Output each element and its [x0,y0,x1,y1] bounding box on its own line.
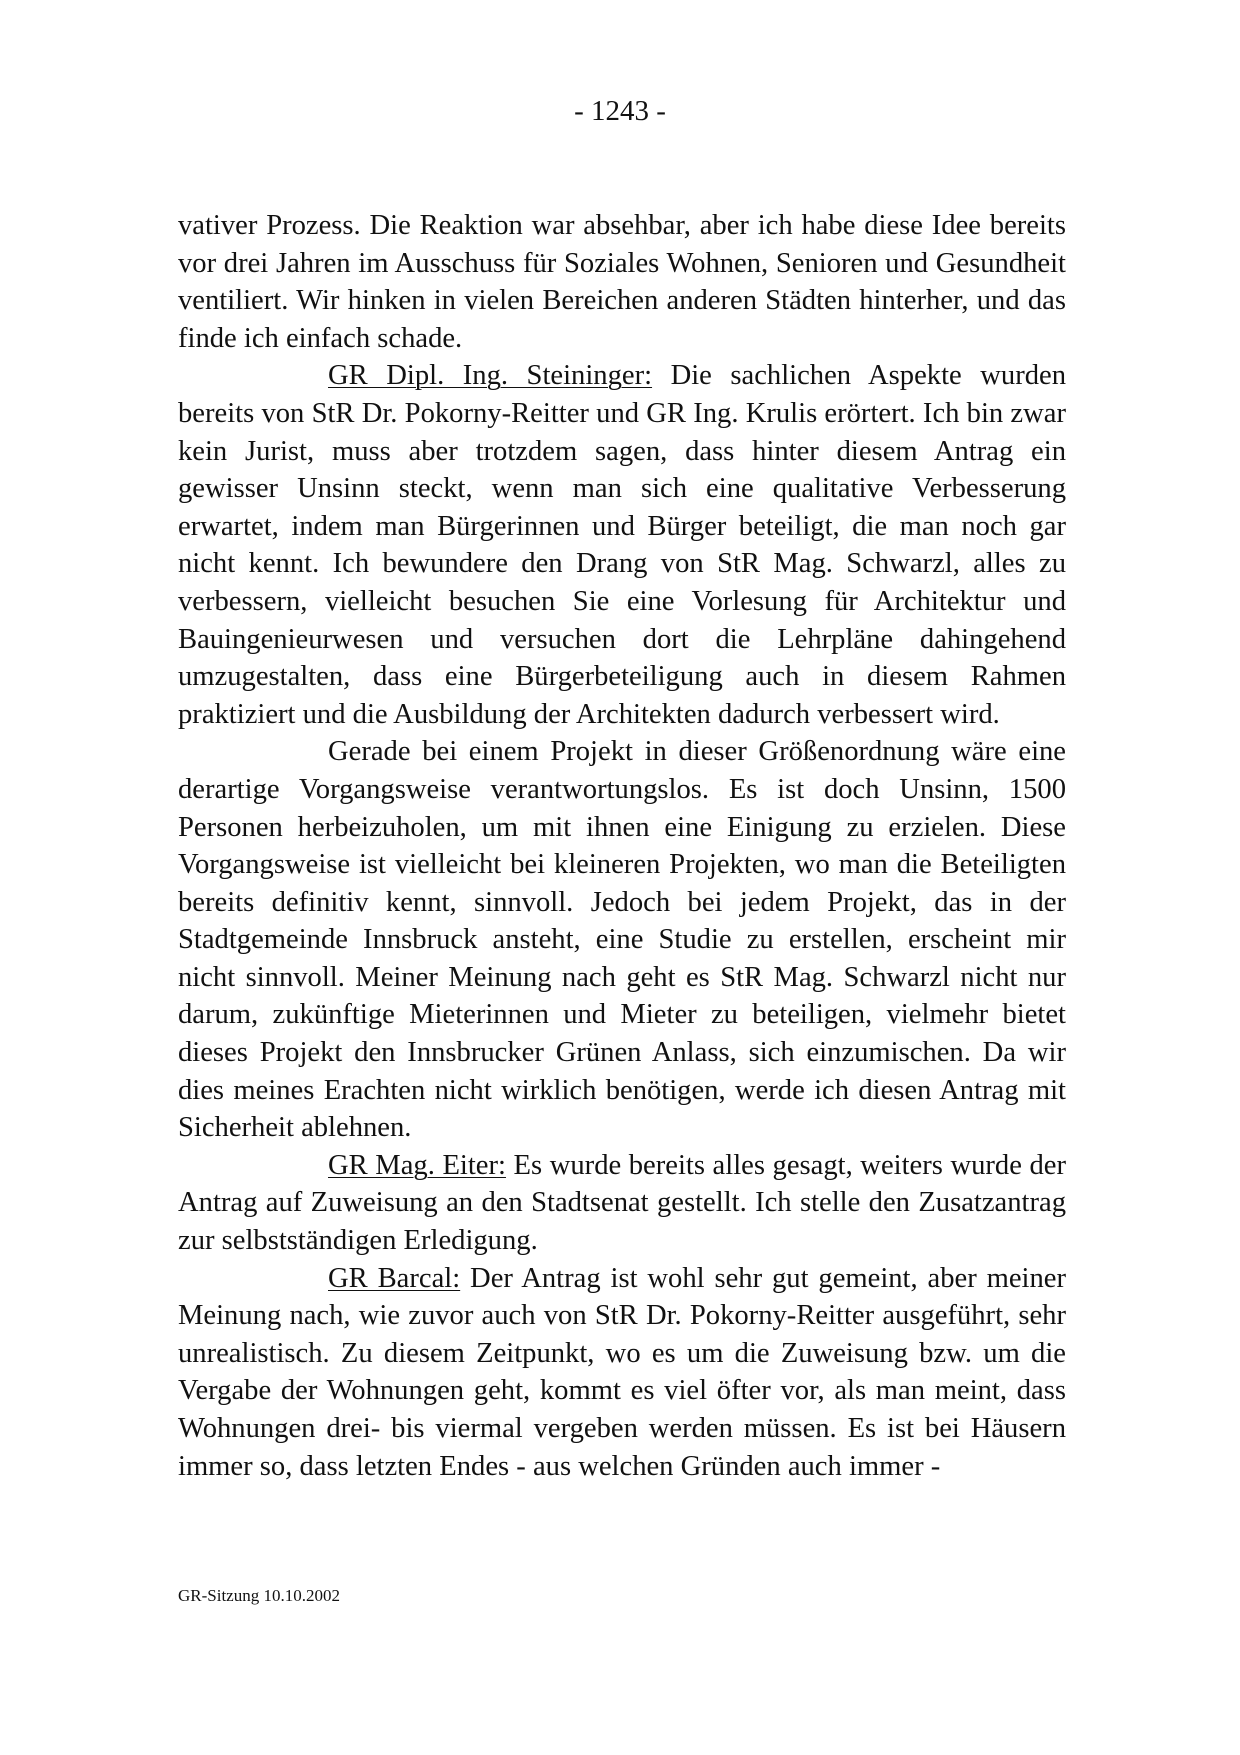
paragraph-steininger-continued [178,733,1066,1147]
speaker-name: GR Dipl. Ing. Steininger: [328,360,653,392]
paragraph-text: Die sachlichen Aspekte wurden bereits von StR Dr. Pokorny-Reitter und GR Ing. Krulis erörtert. Ich bin zwar kein Jurist, muss aber trotzdem sagen, dass hinter diesem Antrag ein gewisser Unsinn steckt, wenn man sich eine qualitative Verbesserung erwartet, indem man Bürgerinnen und Bürger beteiligt, die man noch gar nicht kennt. Ich bewundere den Drang von StR Mag. Schwarzl, alles zu verbessern, vielleicht besuchen Sie eine Vorlesung für Architektur und Bauingenieurwesen und versuchen dort die Lehrpläne dahingehend umzugestalten, dass eine Bürgerbeteiligung auch in diesem Rahmen praktiziert und die Ausbildung der Architekten dadurch verbessert wird. [178,360,1066,730]
footer-session-date: GR-Sitzung 10.10.2002 [178,1586,340,1605]
paragraph-text: vativer Prozess. Die Reaktion war absehbar, aber ich habe diese Idee bereits vor drei Jahren im Ausschuss für Soziales Wohnen, Senioren und Gesundheit ventiliert. Wir hinken in vielen Bereichen anderen Städten hinterher, und das finde ich einfach schade. [178,210,1066,354]
paragraph-text: Gerade bei einem Projekt in dieser Größenordnung wäre eine derartige Vorgangsweise verantwortungslos. Es ist doch Unsinn, 1500 Personen herbeizuholen, um mit ihnen eine Einigung zu erzielen. Diese Vorgangsweise ist vielleicht bei kleineren Projekten, wo man die Beteiligten bereits definitiv kennt, sinnvoll. Jedoch bei jedem Projekt, das in der Stadtgemeinde Innsbruck ansteht, eine Studie zu erstellen, erscheint mir nicht sinnvoll. Meiner Meinung nach geht es StR Mag. Schwarzl nicht nur darum, zukünftige Mieterinnen und Mieter zu beteiligen, vielmehr bietet dieses Projekt den Innsbrucker Grünen Anlass, sich einzumischen. Da wir dies meines Erachten nicht wirklich benötigen, werde ich diesen Antrag mit Sicherheit ablehnen. [178,736,1066,1144]
paragraph-continuation [178,207,1066,357]
transcript-body [178,207,1066,1485]
paragraph-steininger [178,357,1066,733]
paragraph-barcal [178,1260,1066,1486]
paragraph-text: Es wurde bereits alles gesagt, weiters wurde der Antrag auf Zuweisung an den Stadtsenat gestellt. Ich stelle den Zusatzantrag zur selbstständigen Erledigung. [178,1149,1067,1257]
paragraph-eiter [178,1147,1066,1260]
speaker-name: GR Mag. Eiter: [328,1149,506,1181]
speaker-name: GR Barcal: [328,1262,461,1294]
paragraph-text: Der Antrag ist wohl sehr gut gemeint, aber meiner Meinung nach, wie zuvor auch von StR Dr. Pokorny-Reitter ausgeführt, sehr unrealistisch. Zu diesem Zeitpunkt, wo es um die Zuweisung bzw. um die Vergabe der Wohnungen geht, kommt es viel öfter vor, als man meint, dass Wohnungen drei- bis viermal vergeben werden müssen. Es ist bei Häusern immer so, dass letzten Endes - aus welchen Gründen auch immer - [178,1262,1066,1482]
page-number: - 1243 - [574,95,666,127]
